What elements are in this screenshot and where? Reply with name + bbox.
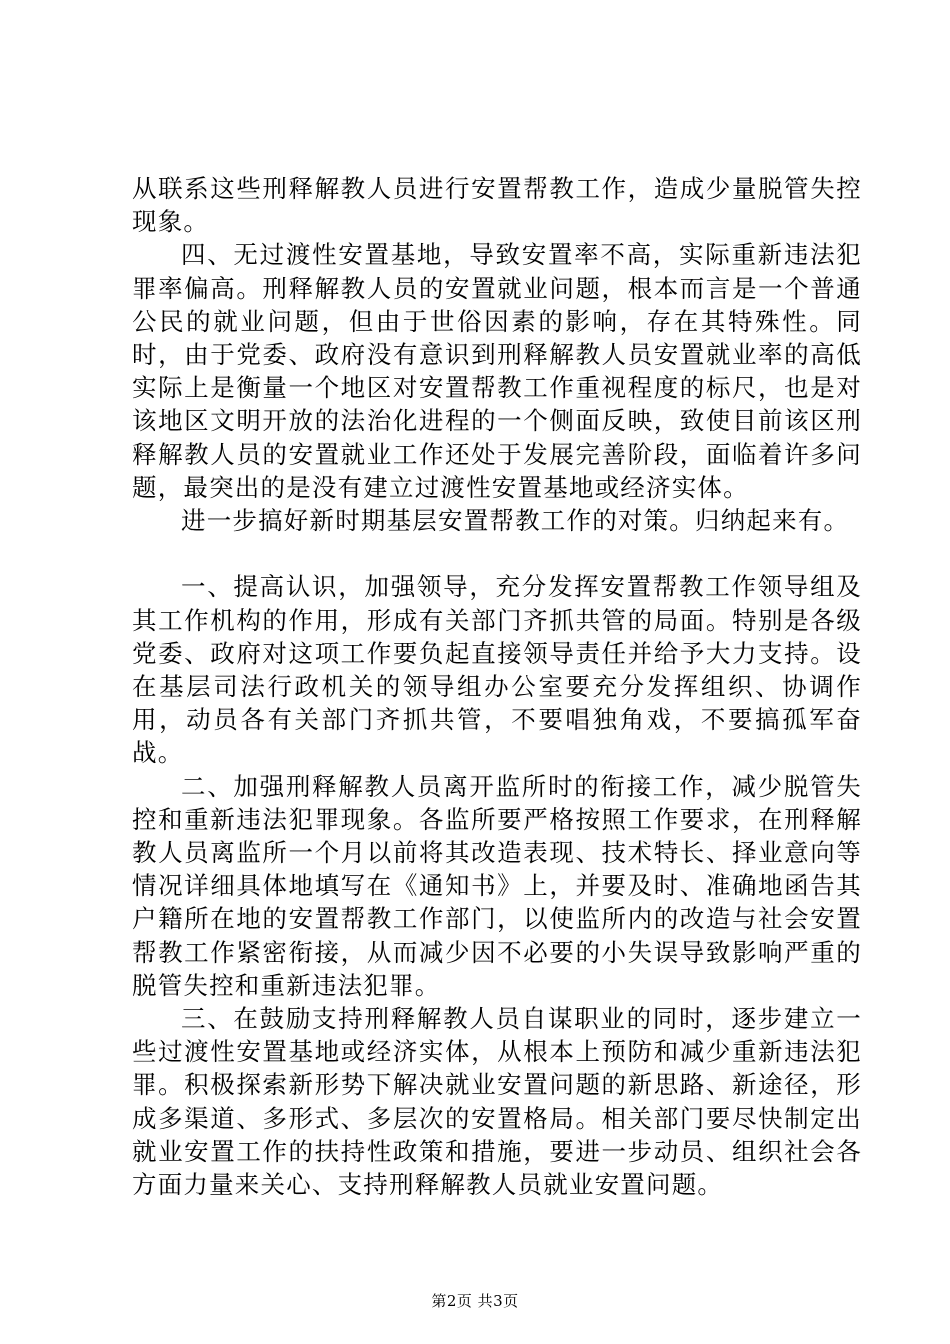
paragraph-countermeasure-two: 二、加强刑释解教人员离开监所时的衔接工作，减少脱管失控和重新违法犯罪现象。各监所要严格按照工作要求，在刑释解教人员离监所一个月以前将其改造表现、技术特长、择业意向等情况详细具体地填写在《通知书》上，并要及时、准确地函告其户籍所在地的安置帮教工作部门，以使监所内的改造与社会安置帮教工作紧密衔接，从而减少因不必要的小失误导致影响严重的脱管失控和重新违法犯罪。	[132, 771, 862, 1000]
paragraph-countermeasure-three: 三、在鼓励支持刑释解教人员自谋职业的同时，逐步建立一些过渡性安置基地或经济实体，从根本上预防和减少重新违法犯罪。积极探索新形势下解决就业安置问题的新思路、新途径，形成多渠道、多形式、多层次的安置格局。相关部门要尽快制定出就业安置工作的扶持性政策和措施，要进一步动员、组织社会各方面力量来关心、支持刑释解教人员就业安置问题。	[132, 1004, 862, 1200]
paragraph-countermeasure-one: 一、提高认识，加强领导，充分发挥安置帮教工作领导组及其工作机构的作用，形成有关部门齐抓共管的局面。特别是各级党委、政府对这项工作要负起直接领导责任并给予大力支持。设在基层司法行政机关的领导组办公室要充分发挥组织、协调作用，动员各有关部门齐抓共管，不要唱独角戏，不要搞孤军奋战。	[132, 572, 862, 768]
paragraph-point-four: 四、无过渡性安置基地，导致安置率不高，实际重新违法犯罪率偏高。刑释解教人员的安置就业问题，根本而言是一个普通公民的就业问题，但由于世俗因素的影响，存在其特殊性。同时，由于党委、政府没有意识到刑释解教人员安置就业率的高低实际上是衡量一个地区对安置帮教工作重视程度的标尺，也是对该地区文明开放的法治化进程的一个侧面反映，致使目前该区刑释解教人员的安置就业工作还处于发展完善阶段，面临着许多问题，最突出的是没有建立过渡性安置基地或经济实体。	[132, 240, 862, 502]
document-body	[132, 172, 862, 1201]
page-number-indicator: 第2页 共3页	[431, 1292, 519, 1310]
paragraph-countermeasures-intro: 进一步搞好新时期基层安置帮教工作的对策。归纳起来有。	[181, 506, 850, 536]
page-footer	[0, 1291, 950, 1311]
paragraph-continuation: 从联系这些刑释解教人员进行安置帮教工作，造成少量脱管失控现象。	[132, 174, 862, 237]
